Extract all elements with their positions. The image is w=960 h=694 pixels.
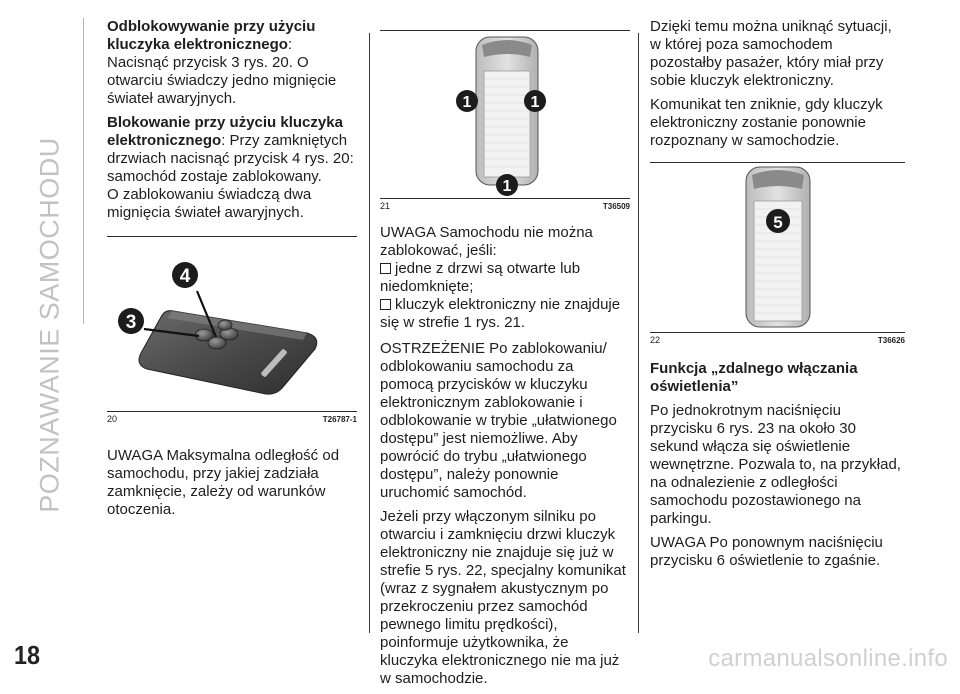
figure-number: 22 — [650, 335, 661, 345]
column-3 — [650, 18, 905, 576]
zone-callout-rear — [496, 174, 518, 196]
key-absence-paragraph: Jeżeli przy włączonym silniku po otwarciu i zamknięciu drzwi kluczyk elektroniczny nie znajduje się już w strefie 5 rys. 22, specjalny komunikat (wraz z sygnałem akustycznym po przekroczeniu przez samochód pewnego limitu prędkości), poinformuje użytkownika, że kluczyka elektronicznego nie ma już w samochodzie. — [380, 508, 626, 687]
section-side-title: POZNAWANIE SAMOCHODU — [34, 137, 65, 513]
svg-text:3: 3 — [125, 312, 137, 333]
lock-heading: Blokowanie przy użyciu kluczyka elektronicznego — [107, 114, 343, 149]
checkbox-icon — [380, 299, 391, 310]
side-divider — [83, 18, 84, 324]
remote-lighting-heading: Funkcja „zdalnego włączania oświetlenia” — [650, 360, 858, 395]
figure-code: T36626 — [877, 336, 905, 345]
figure-code: T26787-1 — [322, 415, 357, 424]
unlock-text: : Nacisnąć przycisk 3 rys. 20. O otwarciu świadczy jedno mignięcie świateł awaryjnych. — [107, 36, 337, 107]
callout-5 — [766, 209, 790, 233]
svg-text:5: 5 — [773, 213, 783, 232]
smart-key-illustration — [107, 237, 357, 412]
page-number: 18 — [14, 640, 41, 670]
remote-lighting-paragraph: Po jednokrotnym naciśnięciu przycisku 6 rys. 23 na około 30 sekund włącza się oświetlenie wewnętrzne. Pozwala to, na przykład, na odnalezienie z odległości samochodu pozostawionego na parkingu. — [650, 402, 901, 527]
unlock-paragraph — [107, 18, 357, 108]
bullet-door-open: jedne z drzwi są otwarte lub niedomknięte; — [380, 260, 581, 295]
zone-callout-right — [524, 90, 546, 112]
figure-code: T36509 — [602, 202, 630, 211]
column-1 — [107, 18, 357, 525]
figure-number: 20 — [107, 414, 118, 424]
lock-conditions-note: UWAGA Samochodu nie można zablokować, jeśli: — [380, 224, 593, 259]
warning-paragraph: OSTRZEŻENIE Po zablokowaniu/ odblokowaniu samochodu za pomocą przycisków w kluczyku elektronicznym zablokowanie i odblokowanie w trybie „ułatwionego dostępu” jest niemożliwe. Aby powrócić do trybu „ułatwionego dostępu”, należy ponownie uruchomić samochód. — [380, 340, 617, 501]
passenger-paragraph: Dzięki temu można uniknąć sytuacji, w której poza samochodem pozostałby pasażer, który miał przy sobie kluczyk elektroniczny. — [650, 18, 892, 89]
bullet-key-out-of-zone: kluczyk elektroniczny nie znajduje się w strefie 1 rys. 21. — [380, 296, 621, 331]
unlock-heading: Odblokowywanie przy użyciu kluczyka elektronicznego — [107, 18, 316, 53]
figure-20 — [107, 236, 357, 425]
svg-text:4: 4 — [179, 266, 191, 287]
remote-lighting-note: UWAGA Po ponownym naciśnięciu przycisku 6 oświetlenie to zgaśnie. — [650, 534, 883, 569]
callout-3 — [118, 308, 144, 334]
van-top-view-zones — [380, 31, 630, 199]
column-divider-1 — [369, 33, 370, 633]
svg-text:1: 1 — [530, 94, 540, 111]
column-divider-2 — [638, 33, 639, 633]
svg-text:1: 1 — [502, 178, 512, 195]
figure-22 — [650, 162, 905, 346]
lock-text: : Przy zamkniętych drzwiach nacisnąć przycisk 4 rys. 20: samochód zostaje zablokowany. — [107, 132, 354, 185]
lock-paragraph — [107, 114, 357, 186]
zone-callout-left — [456, 90, 478, 112]
svg-text:1: 1 — [462, 94, 472, 111]
callout-4 — [172, 262, 198, 288]
range-note: UWAGA Maksymalna odległość od samochodu, przy jakiej zadziała zamknięcie, zależy od warunków otoczenia. — [107, 447, 340, 518]
watermark: carmanualsonline.info — [708, 645, 948, 672]
checkbox-icon — [380, 263, 391, 274]
message-disappears-paragraph: Komunikat ten zniknie, gdy kluczyk elektroniczny zostanie ponownie rozpoznany w samochodzie. — [650, 96, 883, 149]
column-2 — [380, 30, 630, 694]
figure-number: 21 — [380, 201, 391, 211]
van-top-view-interior-zone — [650, 163, 905, 333]
figure-21 — [380, 30, 630, 212]
lock-confirmation: O zablokowaniu świadczą dwa mignięcia świateł awaryjnych. — [107, 186, 312, 221]
